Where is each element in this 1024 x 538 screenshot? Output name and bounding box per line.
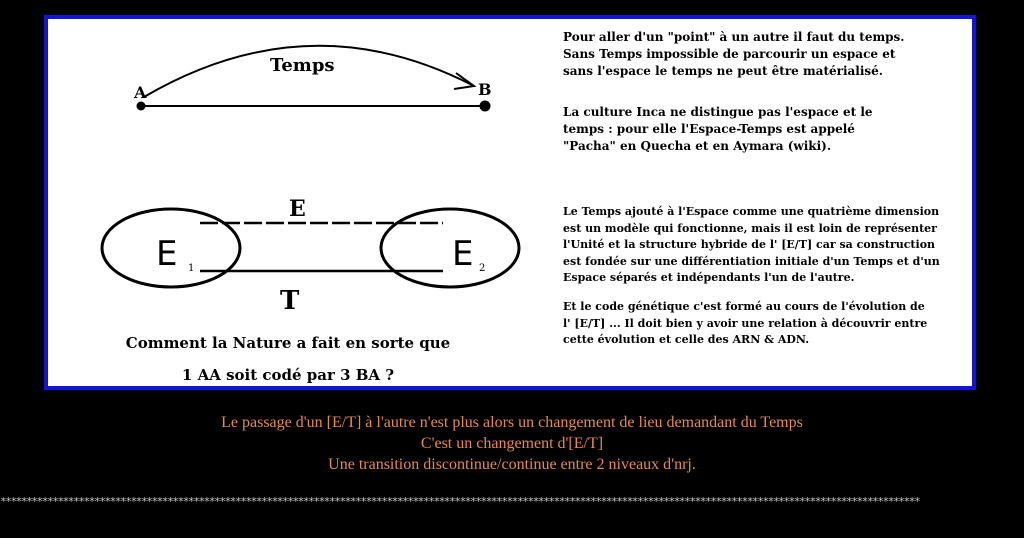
point-b-dot xyxy=(480,101,491,112)
et-2-index: 2 xyxy=(479,263,486,274)
paragraph-time-travel: Pour aller d'un "point" à un autre il faut du temps. Sans Temps impossible de parcourir un espace et sans l'espace le temps ne peut être matérialisé. xyxy=(563,30,905,78)
et-1-index: 1 xyxy=(188,263,195,274)
et-1-letter: E xyxy=(156,234,178,274)
paragraph-inca: La culture Inca ne distingue pas l'espace et le temps : pour elle l'Espace-Temps est appelé "Pacha" en Quecha et en Aymara (wiki). xyxy=(563,105,873,153)
et-2-letter: E xyxy=(452,234,474,274)
diagram-panel xyxy=(44,15,976,390)
space-label-e: E xyxy=(289,196,306,222)
point-a-dot xyxy=(137,102,146,111)
point-a-label: A xyxy=(134,83,147,102)
et-2-ellipse xyxy=(381,209,519,287)
caption-text: Le passage d'un [E/T] à l'autre n'est plus alors un changement de lieu demandant du Temps C'est un changement d'[E/T] Une transition discontinue/continue entre 2 niveaux d'nrj. xyxy=(221,414,803,473)
star-separator: ******************************************************************************************************************************************************************************** xyxy=(0,495,920,508)
point-b-label: B xyxy=(478,80,492,99)
paragraph-fourth-dimension: Le Temps ajouté à l'Espace comme une quatrième dimension est un modèle qui fonctionne, mais il est loin de représenter l'Unité et la structure hybride de l' [E/T] car sa construction est fondée sur une différentiation initiale d'un Temps et d'un Espace séparés et indépendants l'un de l'autre. xyxy=(563,205,940,284)
paragraph-genetic-code: Et le code génétique c'est formé au cours de l'évolution de l' [E/T] ... Il doit bien y avoir une relation à découvrir entre cette évolution et celle des ARN & ADN. xyxy=(563,300,928,346)
temps-label: Temps xyxy=(270,55,335,76)
time-label-t: T xyxy=(280,286,300,316)
question-text: Comment la Nature a fait en sorte que 1 AA soit codé par 3 BA ? xyxy=(125,334,451,384)
